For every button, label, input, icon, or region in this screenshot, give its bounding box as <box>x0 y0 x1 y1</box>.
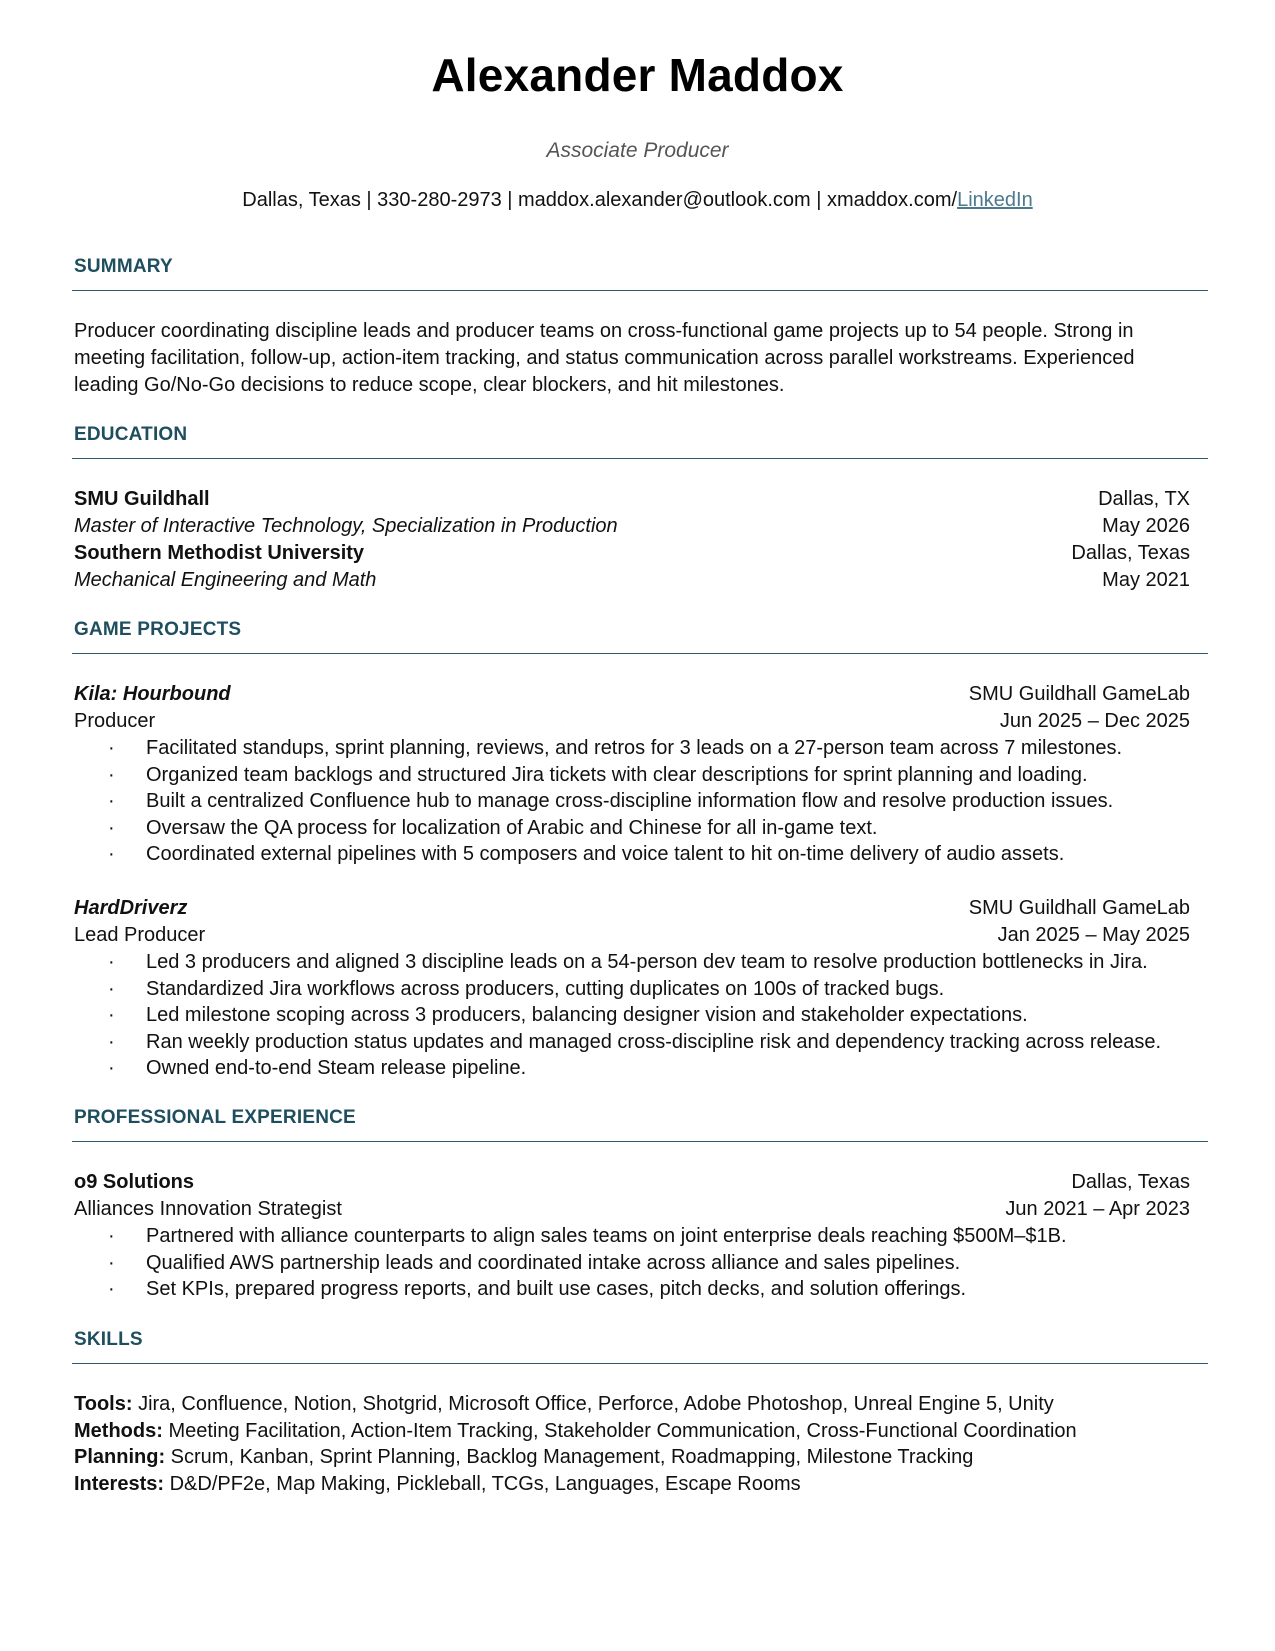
bullet-item <box>72 841 1208 868</box>
bullet-text: Organized team backlogs and structured Jira tickets with clear descriptions for sprint planning and loading. <box>146 763 1088 786</box>
bullet-dot: · <box>108 790 115 813</box>
project-date: Jun 2025 – Dec 2025 <box>999 710 1190 732</box>
bullet-item <box>72 788 1208 815</box>
project-org: SMU Guildhall GameLab <box>968 896 1190 919</box>
bullet-item <box>72 1055 1208 1082</box>
education-list <box>72 486 1208 594</box>
summary-section <box>72 256 1208 399</box>
bullet-item <box>72 1029 1208 1056</box>
skills-section <box>72 1329 1208 1497</box>
contact-details: Dallas, Texas | 330-280-2973 | maddox.alexander@outlook.com | xmaddox.com/ <box>242 189 958 211</box>
bullet-text: Coordinated external pipelines with 5 composers and voice talent to hit on-time delivery of audio assets. <box>146 843 1065 866</box>
project-bullets <box>72 735 1208 868</box>
bullet-item <box>72 815 1208 842</box>
bullet-dot: · <box>108 763 115 786</box>
education-section <box>72 424 1208 594</box>
bullet-text: Oversaw the QA process for localization of Arabic and Chinese for all in-game text. <box>146 816 878 839</box>
bullet-dot: · <box>108 843 115 866</box>
degree-date: May 2021 <box>1102 569 1190 591</box>
school-location: Dallas, TX <box>1098 488 1190 510</box>
section-title-skills: SKILLS <box>74 1329 143 1350</box>
section-title-education: EDUCATION <box>74 424 188 445</box>
project-name: HardDriverz <box>74 896 188 919</box>
skill-line-planning <box>72 1444 1208 1471</box>
experience-entry <box>72 1169 1208 1303</box>
section-divider <box>72 1363 1208 1364</box>
bullet-item <box>72 976 1208 1003</box>
skill-label: Methods: <box>74 1419 163 1442</box>
summary-text: Producer coordinating discipline leads and producer teams on cross-functional game projects up to 54 people. Strong in meeting facilitation, follow-up, action-item tracking, and status communication across parallel workstreams. Experienced leading Go/No-Go decisions to reduce scope, clear blockers, and hit milestones. <box>74 320 1135 396</box>
bullet-text: Facilitated standups, sprint planning, reviews, and retros for 3 leads on a 27-person team across 7 milestones. <box>146 737 1123 759</box>
job-date: Jun 2021 – Apr 2023 <box>1005 1198 1190 1220</box>
skill-label: Planning: <box>74 1446 166 1469</box>
project-role: Lead Producer <box>74 923 206 946</box>
bullet-item <box>72 949 1208 976</box>
skill-line-tools <box>72 1391 1208 1418</box>
candidate-role: Associate Producer <box>546 139 729 162</box>
bullet-dot: · <box>108 1004 115 1027</box>
project-bullets <box>72 949 1208 1082</box>
skill-values: Jira, Confluence, Notion, Shotgrid, Microsoft Office, Perforce, Adobe Photoshop, Unreal Engine 5, Unity <box>132 1393 1054 1415</box>
bullet-text: Qualified AWS partnership leads and coordinated intake across alliance and sales pipelines. <box>146 1251 961 1274</box>
skill-label: Interests: <box>74 1472 165 1495</box>
bullet-dot: · <box>108 1251 115 1274</box>
bullet-text: Led milestone scoping across 3 producers, balancing designer vision and stakeholder expectations. <box>146 1004 1028 1027</box>
bullet-text: Ran weekly production status updates and managed cross-discipline risk and dependency tracking across release. <box>146 1030 1162 1053</box>
school-name: SMU Guildhall <box>74 488 210 510</box>
skill-label: Tools: <box>74 1393 133 1415</box>
skills-list <box>72 1391 1208 1497</box>
section-divider <box>72 290 1208 291</box>
company-name: o9 Solutions <box>74 1171 194 1193</box>
skill-values: Meeting Facilitation, Action-Item Tracking, Stakeholder Communication, Cross-Functional Coordination <box>162 1419 1077 1442</box>
bullet-text: Standardized Jira workflows across producers, cutting duplicates on 100s of tracked bugs. <box>146 977 945 1000</box>
bullet-item <box>72 1223 1208 1250</box>
skill-line-interests <box>72 1471 1208 1498</box>
project-entry <box>72 681 1208 868</box>
bullet-item <box>72 1276 1208 1303</box>
skill-values: D&D/PF2e, Map Making, Pickleball, TCGs, Languages, Escape Rooms <box>164 1472 801 1495</box>
section-title-experience: PROFESSIONAL EXPERIENCE <box>74 1107 356 1128</box>
project-name: Kila: Hourbound <box>74 683 231 705</box>
bullet-dot: · <box>108 1225 115 1247</box>
candidate-name: Alexander Maddox <box>431 49 844 101</box>
company-location: Dallas, Texas <box>1071 1171 1190 1193</box>
bullet-item <box>72 735 1208 762</box>
bullet-dot: · <box>108 1057 115 1080</box>
bullet-item <box>72 1002 1208 1029</box>
bullet-dot: · <box>108 737 115 759</box>
bullet-dot: · <box>108 977 115 1000</box>
bullet-text: Built a centralized Confluence hub to manage cross-discipline information flow and resolve production issues. <box>146 790 1114 813</box>
bullet-text: Owned end-to-end Steam release pipeline. <box>146 1057 527 1080</box>
section-title-summary: SUMMARY <box>74 256 173 277</box>
bullet-dot: · <box>108 1278 115 1301</box>
degree-date: May 2026 <box>1102 515 1190 537</box>
bullet-dot: · <box>108 950 115 973</box>
game-projects-section <box>72 619 1208 1082</box>
project-org: SMU Guildhall GameLab <box>968 683 1190 705</box>
skill-line-methods <box>72 1418 1208 1445</box>
experience-section <box>72 1107 1208 1303</box>
project-date: Jan 2025 – May 2025 <box>997 923 1190 946</box>
section-divider <box>72 1141 1208 1142</box>
bullet-item <box>72 1250 1208 1277</box>
experience-bullets <box>72 1223 1208 1303</box>
bullet-text: Led 3 producers and aligned 3 discipline leads on a 54-person dev team to resolve production bottlenecks in Jira. <box>146 950 1148 973</box>
job-title: Alliances Innovation Strategist <box>74 1198 342 1220</box>
bullet-dot: · <box>108 1030 115 1053</box>
bullet-dot: · <box>108 816 115 839</box>
contact-line <box>0 189 1275 212</box>
school-name: Southern Methodist University <box>74 542 365 564</box>
education-entry <box>72 486 1208 540</box>
bullet-item <box>72 762 1208 789</box>
bullet-text: Set KPIs, prepared progress reports, and built use cases, pitch decks, and solution offerings. <box>146 1278 967 1301</box>
section-divider <box>72 458 1208 459</box>
section-divider <box>72 653 1208 654</box>
degree-name: Master of Interactive Technology, Specialization in Production <box>74 515 618 537</box>
education-entry <box>72 540 1208 594</box>
project-role: Producer <box>74 710 156 732</box>
skill-values: Scrum, Kanban, Sprint Planning, Backlog Management, Roadmapping, Milestone Tracking <box>165 1446 974 1469</box>
bullet-text: Partnered with alliance counterparts to align sales teams on joint enterprise deals reaching $500M–$1B. <box>146 1225 1067 1247</box>
school-location: Dallas, Texas <box>1071 542 1190 564</box>
degree-name: Mechanical Engineering and Math <box>74 569 377 591</box>
project-entry <box>72 895 1208 1082</box>
section-title-game-projects: GAME PROJECTS <box>74 619 242 640</box>
linkedin-link[interactable]: LinkedIn <box>957 189 1033 211</box>
